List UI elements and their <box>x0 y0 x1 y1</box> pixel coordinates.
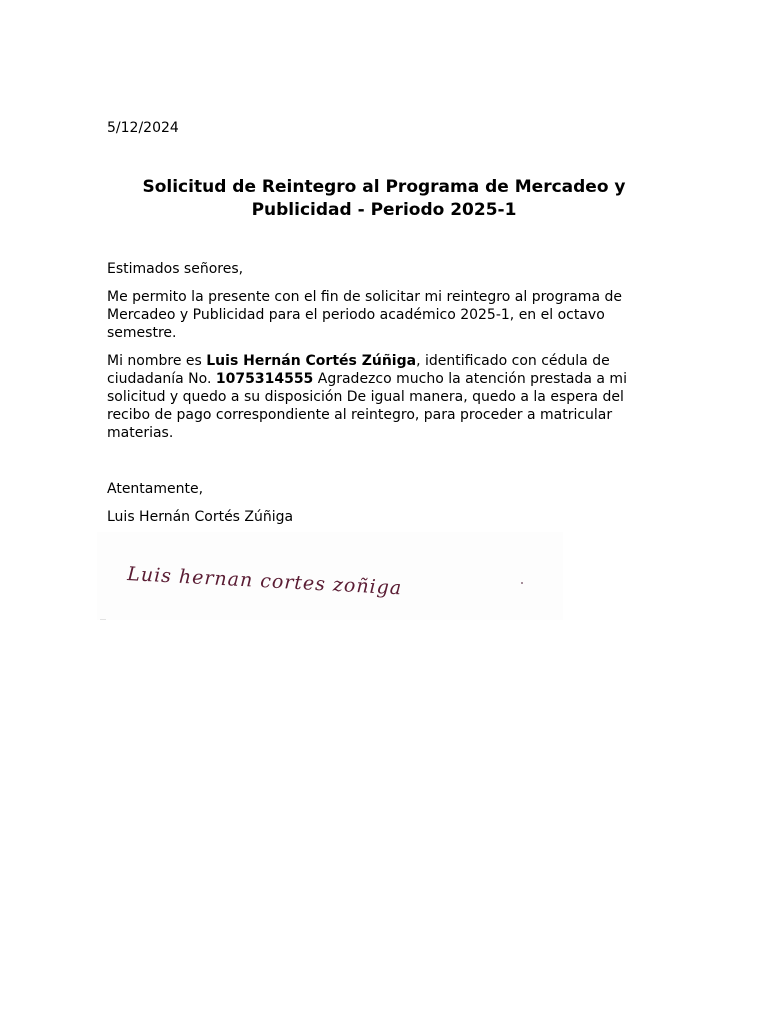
paragraph-2-suffix: Agradezco mucho la atención prestada a mi solicitud y quedo a su disposición De igual manera, quedo a la espera del recibo de pago correspondiente al reintegro, para proceder a matricular materias. <box>107 371 627 441</box>
signature-dot <box>521 582 523 584</box>
applicant-id-number: 1075314555 <box>215 371 314 387</box>
paragraph-2-prefix: Mi nombre es <box>107 353 207 369</box>
handwritten-signature <box>97 532 563 620</box>
letter-date: 5/12/2024 <box>107 120 179 136</box>
signature-scribble: Luis hernan cortes zoñiga <box>126 563 403 600</box>
signer-name: Luis Hernán Cortés Zúñiga <box>107 509 294 525</box>
applicant-name: Luis Hernán Cortés Zúñiga <box>206 353 417 369</box>
letter-paragraph-2 <box>107 352 647 442</box>
letter-greeting: Estimados señores, <box>107 261 244 277</box>
paragraph-2-mid: , identificado con cédula de ciudadanía No. <box>107 353 610 387</box>
letter-paragraph-1: Me permito la presente con el fin de solicitar mi reintegro al programa de Mercadeo y Publicidad para el periodo académico 2025-1, en el octavo semestre. <box>107 289 622 341</box>
letter-title: Solicitud de Reintegro al Programa de Mercadeo y Publicidad - Periodo 2025-1 <box>142 177 626 220</box>
letter-closing: Atentamente, <box>107 481 204 497</box>
